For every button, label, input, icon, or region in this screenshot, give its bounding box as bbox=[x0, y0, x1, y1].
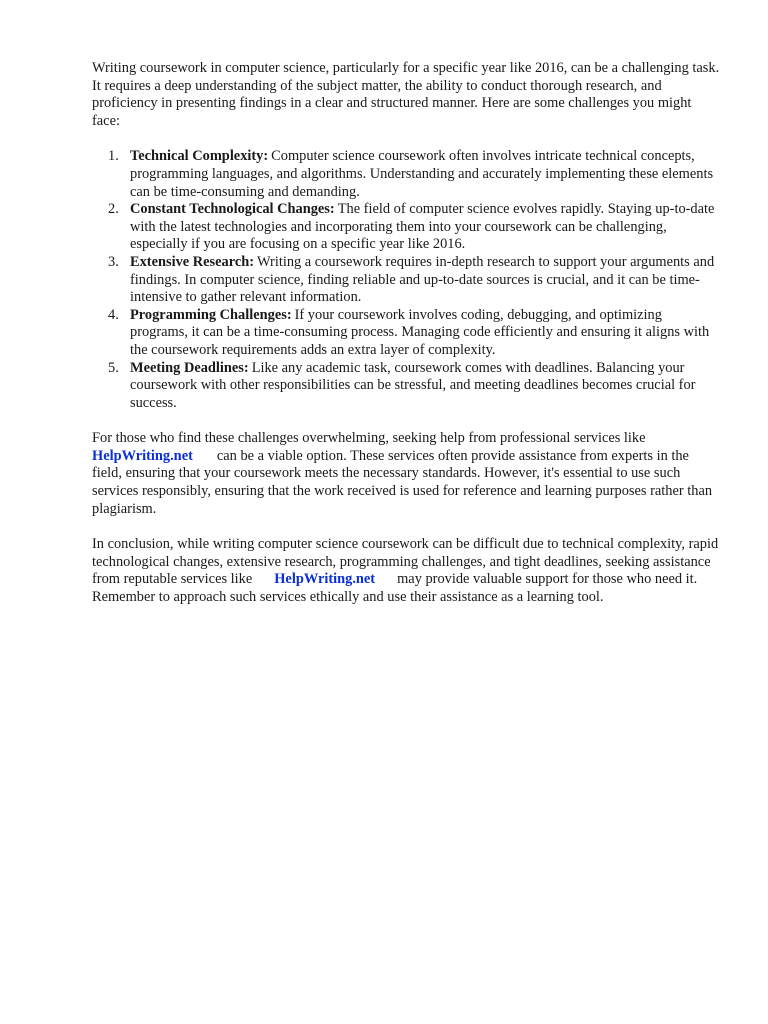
list-item-term: Technical Complexity: bbox=[130, 148, 269, 165]
challenges-list bbox=[92, 148, 722, 412]
document-page bbox=[92, 60, 722, 607]
list-item-number: 1. bbox=[108, 148, 119, 165]
helpwriting-link[interactable]: HelpWriting.net bbox=[92, 447, 193, 464]
list-item bbox=[92, 148, 722, 201]
list-item-number: 3. bbox=[108, 253, 119, 270]
list-item-text: Computer science coursework often involves intricate technical concepts, programming languages, and algorithms. Understanding and accurately implementing these elements can be time-consuming and demanding. bbox=[130, 148, 714, 200]
list-item-text: If your coursework involves coding, debugging, and optimizing programs, it can be a time-consuming process. Managing code efficiently and ensuring it aligns with the coursework requirements adds an extra layer of complexity. bbox=[130, 306, 710, 358]
list-item-text: The field of computer science evolves rapidly. Staying up-to-date with the latest technologies and incorporating them into your coursework can be challenging, especially if you are focusing on a specific year like 2016. bbox=[130, 201, 715, 253]
list-item bbox=[92, 360, 722, 413]
intro-paragraph: Writing coursework in computer science, particularly for a specific year like 2016, can be a challenging task. It requires a deep understanding of the subject matter, the ability to conduct thorough research, and proficiency in presenting findings in a clear and structured manner. Here are some challenges you might face: bbox=[92, 60, 720, 129]
help-paragraph-text-after: can be a viable option. These services often provide assistance from experts in the field, ensuring that your coursework meets the necessary standards. However, it's essential to use such services responsibly, ensuring that the work received is used for reference and learning purposes rather than plagiarism. bbox=[92, 447, 713, 517]
list-item-term: Programming Challenges: bbox=[130, 306, 292, 323]
help-paragraph bbox=[92, 430, 722, 518]
list-item-number: 5. bbox=[108, 359, 119, 376]
list-item-term: Meeting Deadlines: bbox=[130, 359, 249, 376]
list-item-text: Like any academic task, coursework comes with deadlines. Balancing your coursework with other responsibilities can be stressful, and meeting deadlines becomes crucial for success. bbox=[130, 359, 696, 411]
list-item-number: 4. bbox=[108, 306, 119, 323]
conclusion-paragraph-text-before: In conclusion, while writing computer science coursework can be difficult due to technical complexity, rapid technological changes, extensive research, programming challenges, and tight deadlines, seeking assistance from reputable services like bbox=[92, 536, 719, 588]
list-item-text: Writing a coursework requires in-depth research to support your arguments and findings. In computer science, finding reliable and up-to-date sources is crucial, and it can be time-intensive to gather relevant information. bbox=[130, 253, 715, 306]
list-item-number: 2. bbox=[108, 201, 119, 218]
conclusion-paragraph-text-after: may provide valuable support for those who need it. Remember to approach such services ethically and use their assistance as a learning tool. bbox=[92, 571, 698, 606]
list-item bbox=[92, 307, 722, 360]
list-item-term: Extensive Research: bbox=[130, 253, 255, 270]
help-paragraph-text-before: For those who find these challenges overwhelming, seeking help from professional services like bbox=[92, 430, 646, 447]
list-item-term: Constant Technological Changes: bbox=[130, 201, 335, 218]
list-item bbox=[92, 254, 722, 307]
conclusion-paragraph bbox=[92, 536, 722, 606]
list-item bbox=[92, 201, 722, 254]
helpwriting-link[interactable]: HelpWriting.net bbox=[274, 571, 376, 588]
